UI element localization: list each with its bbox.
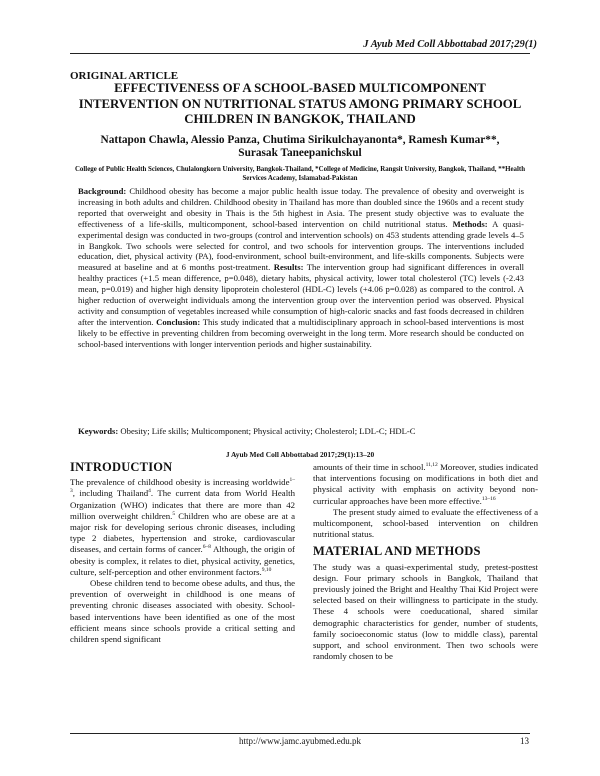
left-column (70, 462, 295, 645)
keywords (78, 426, 524, 437)
intro-paragraph-2: Obese children tend to become obese adults, and thus, the prevention of overweight in childhood is one means of preventing chronic diseases associated with obesity. School-based interventions have been identified as one of the most efficient means since schools provide a critical setting and children spend significant (70, 578, 295, 645)
keywords-label: Keywords: (78, 426, 119, 436)
conclusion-text: This study indicated that a multidisciplinary approach in school-based interventions is most likely to be effective in preventing children from becoming overweight in the long term. More research should be conducted on school-based interventions with longer intervention periods and higher sustainability. (78, 316, 525, 349)
intro-paragraph-4: The present study aimed to evaluate the effectiveness of a multicomponent, school-based intervention on children nutritional status. (313, 506, 538, 540)
citation: J Ayub Med Coll Abbottabad 2017;29(1):13–20 (225, 450, 375, 459)
journal-header: J Ayub Med Coll Abbottabad 2017;29(1) (363, 39, 537, 50)
affiliations: College of Public Health Sciences, Chulalongkorn University, Bangkok-Thailand, *College of Medicine, Rangsit University, Bangkok, Thailand, **Health Services Academy, Islamabad-Pakistan (74, 166, 526, 182)
keywords-text: Obesity; Life skills; Multicomponent; Physical activity; Cholesterol; LDL-C; HDL-C (118, 426, 416, 436)
intro-paragraph-1: The prevalence of childhood obesity is increasing worldwide$^{1-3}$, including Thailand$^4$. The current data from World Health Organization (WHO) indicates that there are more than 42 million overweight children.$^5$ Children who are obese are at a major risk for developing serious chronic diseases, including type 2 diabetes, hypertension and stroke, cardiovascular diseases, and certain forms of cancer.$^{6-8}$ Although, the origin of obesity is complex, it relates to diet, physical activity, genetics, culture, self-perception and other environment factors.$^{9,10}$ (70, 477, 295, 577)
header-divider (70, 53, 530, 54)
article-title: EFFECTIVENESS OF A SCHOOL-BASED MULTICOMPONENT INTERVENTION ON NUTRITIONAL STATUS AMONG PRIMARY SCHOOL CHILDREN IN BANGKOK, THAILAND (78, 81, 522, 126)
background-label: Background: (78, 186, 127, 196)
author-list: Nattapon Chawla, Alessio Panza, Chutima Sirikulchayanonta*, Ramesh Kumar**, Surasak Taneepanichskul (100, 134, 500, 159)
methods-heading: MATERIAL AND METHODS (313, 544, 481, 559)
footer-url[interactable]: http://www.jamc.ayubmed.edu.pk (239, 736, 361, 746)
results-text: The intervention group had significant differences in overall healthy practices (+1.5 mean difference, p=0.048), dietary habits, physical activity, lower total cholesterol (TC) levels (-2.43 mean, p=0.019) and higher high density lipoprotein cholesterol (HDL-C) levels (+4.06 p=0.028) as compared to the control. A higher reduction of overweight individuals among the intervention group over the intervention period was observed. Physical activity and consumption of vegetables increased while consumption of high-caloric snacks and fast foods decreased in children after the intervention. (78, 262, 524, 327)
background-text: Childhood obesity has become a major public health issue today. The prevalence of obesity and overweight is increasing in both adults and children. Childhood obesity in Thailand has more than doubled since the 1960s and a recent study reported that overweight and obesity in Thais is the 5th highest in Asia. The present study objective was to evaluate the effectiveness of a life-skills, multicomponent, school-based intervention on child nutritional status. (78, 186, 524, 229)
methods-paragraph-1: The study was a quasi-experimental study, pretest-posttest design. Four primary schools in Bangkok, Thailand that previously joined the Bright and Healthy Thai Kid Project were selected based on their willingness to participate in the study. These 4 schools were coeducational, shared similar demographic characteristics for gender, number of students, family socioeconomic status (low to middle class), parental support, and school environment. Then two schools were randomly chosen to be (313, 561, 538, 662)
right-column (313, 462, 538, 662)
article-type: ORIGINAL ARTICLE (70, 70, 179, 82)
intro-paragraph-3: amounts of their time in school.$^{11,12}$ Moreover, studies indicated that interventions focusing on modifications in both diet and physical activity with emphasis on activity beyond non-curricular approaches have been more effective.$^{13-16}$ (313, 462, 538, 506)
introduction-heading: INTRODUCTION (70, 460, 173, 474)
conclusion-label: Conclusion: (156, 316, 201, 327)
methods-label: Methods: (452, 218, 488, 229)
page-number: 13 (520, 736, 529, 746)
footer-divider (70, 733, 530, 734)
methods-text: A quasi-experimental design was conducted in two-groups (control and intervention schools) on 453 students attending grade levels 4–5 in Bangkok. Two schools were selected for control, and two schools for intervention groups. The interventions included education, diet, physical activity (PA), food-environment, school built-environment, and life-skills components. Subjects were measured at baseline and at 6 months post-treatment. (78, 218, 525, 273)
results-label: Results: (273, 262, 304, 273)
abstract (78, 186, 524, 350)
